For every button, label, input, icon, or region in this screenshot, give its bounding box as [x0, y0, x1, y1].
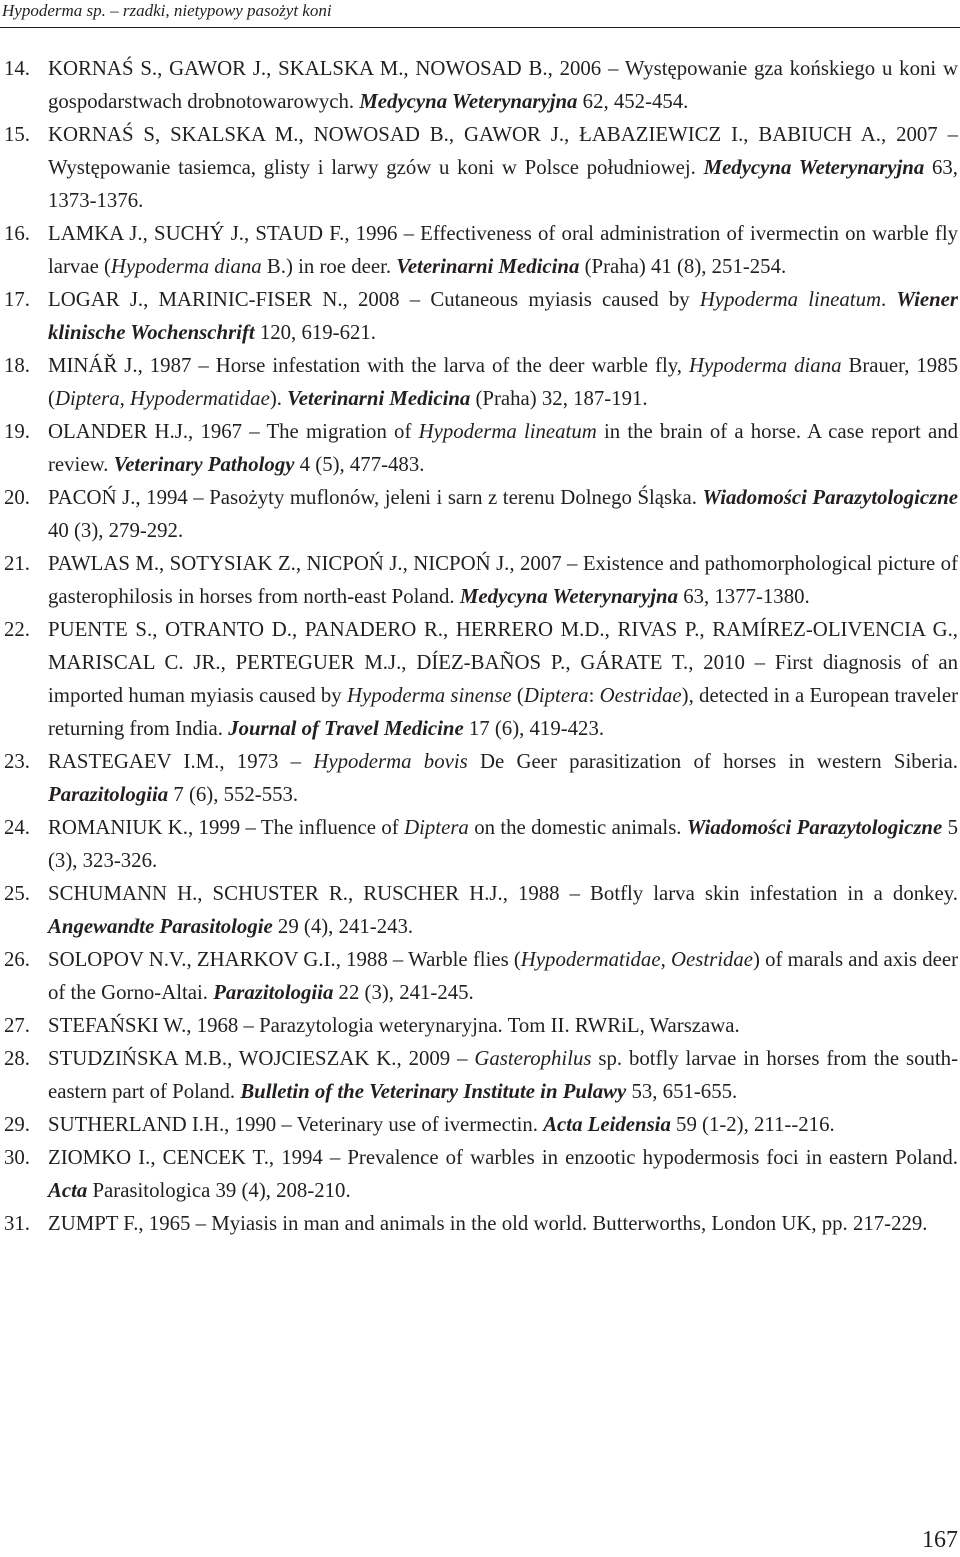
reference-text [48, 354, 958, 410]
journal-title: Veterinarni Medicina [287, 387, 471, 410]
reference-number: 29. [4, 1113, 30, 1136]
reference-text [48, 420, 958, 476]
page-number: 167 [922, 1527, 958, 1553]
reference-text [48, 750, 958, 806]
running-header: Hypoderma sp. – rzadki, nietypowy pasożyt koni [2, 1, 332, 20]
reference-segment: OLANDER H.J., 1967 – The migration of [48, 420, 419, 443]
reference-segment: on the domestic animals. [468, 816, 687, 839]
reference-segment: PAWLAS M., SOTYSIAK Z., NICPOŃ J., NICPOŃ J., 2007 – Existence and pathomorphological picture of gasterophilosis in horses from north-east Poland. [48, 552, 958, 608]
reference-text [48, 816, 958, 872]
reference-number: 20. [4, 486, 30, 509]
reference-segment: RASTEGAEV I.M., 1973 – [48, 750, 314, 773]
taxon-name: Hypoderma sinense [346, 684, 512, 707]
reference-number: 18. [4, 354, 30, 377]
taxon-name: Oestridae [670, 948, 754, 971]
reference-segment: STUDZIŃSKA M.B., WOJCIESZAK K., 2009 – [48, 1047, 475, 1070]
reference-text [48, 57, 958, 113]
reference-item [0, 745, 958, 811]
reference-text [48, 882, 958, 938]
reference-number: 15. [4, 123, 30, 146]
reference-segment: SOLOPOV N.V., ZHARKOV G.I., 1988 – Warble flies ( [48, 948, 521, 971]
journal-title: Medycyna Weterynaryjna [703, 156, 925, 179]
taxon-name: Hypodermatidae [520, 948, 661, 971]
reference-text [48, 1113, 835, 1136]
taxon-name: Diptera [404, 816, 469, 839]
reference-segment: 120, 619-621. [254, 321, 376, 344]
reference-segment: : [588, 684, 600, 707]
reference-item [0, 613, 958, 745]
reference-segment: 63, 1377-1380. [678, 585, 810, 608]
journal-title: Medycyna Weterynaryjna [459, 585, 678, 608]
taxon-name: Diptera [54, 387, 120, 410]
reference-text [48, 123, 958, 212]
journal-title: Veterinarni Medicina [396, 255, 580, 278]
reference-number: 27. [4, 1014, 30, 1037]
taxon-name: Hypoderma lineatum [699, 288, 881, 311]
reference-number: 16. [4, 222, 30, 245]
reference-item [0, 1108, 958, 1141]
journal-title: Journal of Travel Medicine [228, 717, 464, 740]
reference-segment: (Praha) 32, 187-191. [470, 387, 648, 410]
taxon-name: Hypoderma bovis [313, 750, 468, 773]
reference-item [0, 415, 958, 481]
reference-text [48, 552, 958, 608]
reference-segment: ZIOMKO I., CENCEK T., 1994 – Prevalence of warbles in enzootic hypodermosis foci in eastern Poland. [48, 1146, 958, 1169]
reference-item [0, 481, 958, 547]
journal-title: Veterinary Pathology [113, 453, 295, 476]
reference-text [48, 288, 958, 344]
reference-number: 30. [4, 1146, 30, 1169]
journal-title: Bulletin of the Veterinary Institute in Pulawy [240, 1080, 627, 1103]
reference-segment: PUENTE S., OTRANTO D., PANADERO R., HERRERO M.D., RIVAS P., RAMÍREZ-OLIVENCIA G., MARISCAL C. JR., PERTEGUER M.J., DÍEZ-BAÑOS P., GÁRATE T., 2010 – First diagnosis of an imported human myiasis caused by [48, 618, 958, 707]
reference-segment: Brauer, 1985 ( [48, 354, 958, 410]
reference-segment: LAMKA J., SUCHÝ J., STAUD F., 1996 – Effectiveness of oral administration of ivermectin on warble fly larvae ( [48, 222, 958, 278]
reference-text [48, 1212, 927, 1235]
reference-number: 14. [4, 57, 30, 80]
reference-item [0, 283, 958, 349]
reference-segment: SCHUMANN H., SCHUSTER R., RUSCHER H.J., 1988 – Botfly larva skin infestation in a donkey. [48, 882, 958, 905]
journal-title: Wiadomości Parazytologiczne [702, 486, 958, 509]
reference-number: 19. [4, 420, 30, 443]
reference-list [0, 52, 958, 1240]
reference-item [0, 118, 958, 217]
reference-item [0, 217, 958, 283]
reference-segment: KORNAŚ S., GAWOR J., SKALSKA M., NOWOSAD B., 2006 – Występowanie gza końskiego u koni w gospodarstwach drobnotowarowych. [48, 57, 958, 113]
reference-segment: 53, 651-655. [626, 1080, 738, 1103]
reference-segment: 62, 452-454. [577, 90, 689, 113]
reference-segment: 17 (6), 419-423. [463, 717, 605, 740]
reference-segment: in the brain of a horse. A case report and review. [48, 420, 959, 476]
reference-item [0, 1042, 958, 1108]
reference-segment: MINÁŘ J., 1987 – Horse infestation with the larva of the deer warble fly, [48, 354, 689, 377]
reference-text [48, 486, 958, 542]
reference-number: 25. [4, 882, 30, 905]
reference-text [48, 1047, 958, 1103]
reference-item [0, 52, 958, 118]
reference-segment: 5 (3), 323-326. [48, 816, 958, 872]
reference-number: 23. [4, 750, 30, 773]
reference-segment: ), detected in a European traveler returning from India. [48, 684, 958, 740]
header-rule [0, 27, 960, 28]
journal-title: Acta Leidensia [543, 1113, 671, 1136]
reference-number: 22. [4, 618, 30, 641]
reference-number: 28. [4, 1047, 30, 1070]
reference-number: 17. [4, 288, 30, 311]
reference-segment: 29 (4), 241-243. [272, 915, 414, 938]
reference-number: 26. [4, 948, 30, 971]
reference-item [0, 1009, 958, 1042]
reference-text [48, 1014, 740, 1037]
reference-item [0, 349, 958, 415]
reference-segment: sp. botfly larvae in horses from the south-eastern part of Poland. [48, 1047, 958, 1103]
journal-title: Parazitologiia [48, 783, 169, 806]
reference-number: 21. [4, 552, 30, 575]
reference-segment: 40 (3), 279-292. [48, 519, 184, 542]
reference-segment: Parasitologica 39 (4), 208-210. [87, 1179, 351, 1202]
reference-segment: De Geer parasitization of horses in western Siberia. [467, 750, 958, 773]
reference-segment: 59 (1-2), 211--216. [670, 1113, 835, 1136]
reference-item [0, 1207, 958, 1240]
reference-segment: , [660, 948, 671, 971]
taxon-name: Oestridae [599, 684, 682, 707]
reference-segment: 4 (5), 477-483. [294, 453, 425, 476]
reference-item [0, 877, 958, 943]
reference-segment: ) of marals and axis deer of the Gorno-Altai. [48, 948, 959, 1004]
reference-segment: LOGAR J., MARINIC-FISER N., 2008 – Cutaneous myiasis caused by [48, 288, 700, 311]
reference-text [48, 222, 958, 278]
reference-text [48, 948, 958, 1004]
reference-number: 24. [4, 816, 30, 839]
journal-title: Wiener klinische Wochenschrift [48, 288, 958, 344]
taxon-name: Gasterophilus [474, 1047, 592, 1070]
reference-segment: (Praha) 41 (8), 251-254. [579, 255, 787, 278]
reference-segment: ZUMPT F., 1965 – Myiasis in man and animals in the old world. Butterworths, London UK, pp. 217-229. [48, 1212, 928, 1235]
taxon-name: Hypoderma diana [688, 354, 842, 377]
reference-segment: PACOŃ J., 1994 – Pasożyty muflonów, jeleni i sarn z terenu Dolnego Śląska. [48, 486, 703, 509]
journal-title: Angewandte Parasitologie [48, 915, 273, 938]
reference-number: 31. [4, 1212, 30, 1235]
reference-segment: 63, 1373-1376. [48, 156, 958, 212]
reference-segment: ). [269, 387, 288, 410]
reference-item [0, 811, 958, 877]
reference-item [0, 943, 958, 1009]
taxon-name: Hypodermatidae [130, 387, 270, 410]
reference-segment: . [880, 288, 897, 311]
reference-segment: 7 (6), 552-553. [168, 783, 299, 806]
reference-segment: STEFAŃSKI W., 1968 – Parazytologia weterynaryjna. Tom II. RWRiL, Warszawa. [48, 1014, 740, 1037]
reference-text [48, 1146, 958, 1202]
reference-item [0, 1141, 958, 1207]
journal-title: Parazitologiia [213, 981, 334, 1004]
journal-title: Medycyna Weterynaryjna [359, 90, 578, 113]
journal-title: Wiadomości Parazytologiczne [686, 816, 943, 839]
journal-title: Acta [48, 1179, 88, 1202]
reference-segment: 22 (3), 241-245. [333, 981, 474, 1004]
reference-segment: , [119, 387, 131, 410]
reference-segment: SUTHERLAND I.H., 1990 – Veterinary use of ivermectin. [48, 1113, 544, 1136]
reference-item [0, 547, 958, 613]
reference-segment: KORNAŚ S, SKALSKA M., NOWOSAD B., GAWOR J., ŁABAZIEWICZ I., BABIUCH A., 2007 – Występowanie tasiemca, glisty i larwy gzów u koni w Polsce południowej. [48, 123, 958, 179]
reference-text [48, 618, 958, 740]
reference-segment: ROMANIUK K., 1999 – The influence of [48, 816, 405, 839]
reference-segment: B.) in roe deer. [261, 255, 397, 278]
taxon-name: Diptera [523, 684, 589, 707]
taxon-name: Hypoderma lineatum [418, 420, 597, 443]
reference-segment: ( [511, 684, 524, 707]
taxon-name: Hypoderma diana [110, 255, 262, 278]
